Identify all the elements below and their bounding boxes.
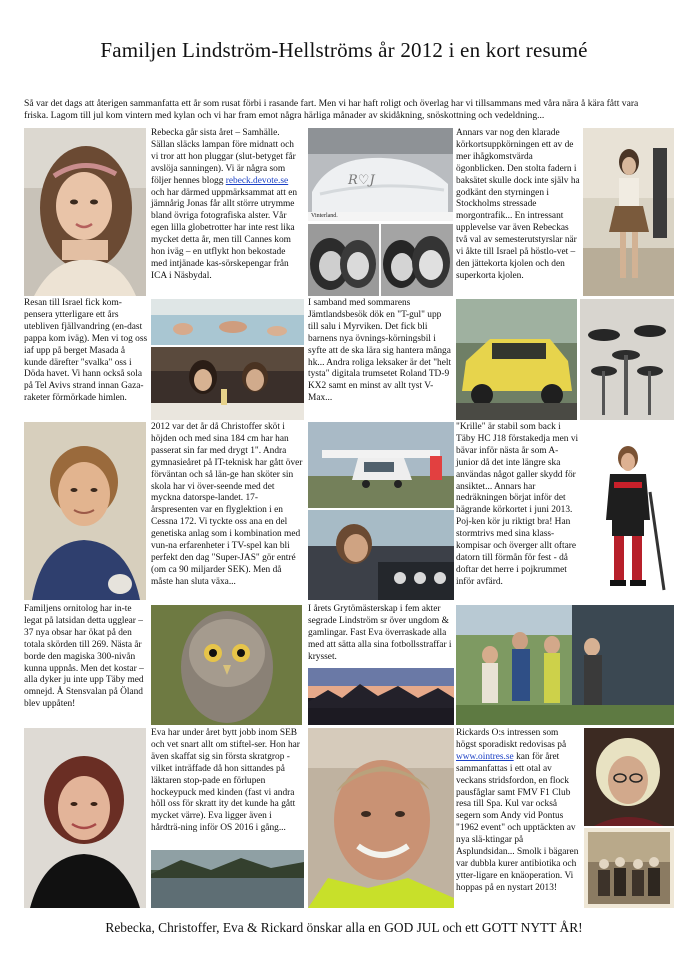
ointres-link[interactable]: www.ointres.se (456, 751, 514, 762)
cockpit-photo (308, 510, 454, 600)
snow-car-photo (308, 128, 453, 222)
grytom-text: I årets Grytömästerskap i fem akter segrade Lindström sr över ungdom & gamlingar. Fast Eva överraskade alla med att sätta alla sina fotbollsstraffar i krysset. (308, 604, 452, 662)
lake-photo (151, 850, 304, 908)
footer-greeting: Rebecka, Christoffer, Eva & Rickard önskar alla en GOD JUL och ett GOTT NYTT ÅR! (105, 920, 583, 935)
rickard-text (456, 728, 580, 895)
israel-text: Resan till Israel fick kom-pensera ytterligare ett års utebliven fjällvandring (en-dast pappa kom iväg). Men vi tog oss iaf upp på berget Masada å kunde därefter "svalka" oss i Döda havet. Vi hann också sola på Tel Avivs strand innan Gaza-raketer förmörkade himlen. (24, 298, 148, 404)
cannes-selfie-1 (308, 224, 379, 296)
yellow-car-photo (456, 299, 577, 420)
korkort-text: Annars var nog den klarade körkortsuppkörningen ett av de mer ihågkomstvärda ögonblicken. Den stolta fadern i baksätet skulle dock inte själv ha godkänt den styrningen i Stockholms stressade morgontrafik... En intressant upplevelse var även Rebeckas två val av semesterutstyrslar när vi åkte till Israel på höstlo-vet – den jättekorta kjolen och den superkorta kjolen. (456, 128, 580, 281)
cessna-photo (308, 422, 454, 508)
rebecka-text (151, 128, 301, 283)
hockey-player-photo (584, 422, 674, 600)
eva-text: Eva har under året bytt jobb inom SEB och vet snart allt om stiftel-ser. Hon har även skaffat sig sin första skratgrop - vilket inträffade då hon sittandes på läktaren stop-pade en förlupen hockeypuck med kinden (fast vi andra höll oss för skratt ity det kunde ha gått mycket värre). Eva ligger även i hårdträ-ning inför OS 2016 i gång... (151, 728, 300, 834)
rebecka-text-a: Rebecka går sista året – Samhälle. Sällan släcks lampan före midnatt och vi tror att hon pluggar (slut-betyget får avslöja sanningen). Vi är några som följer hennes blogg (151, 128, 296, 186)
dead-sea-photo (151, 299, 304, 345)
garden-group-photo (456, 605, 674, 725)
christoffer-portrait (24, 422, 146, 600)
christoffer-text: 2012 var det år då Christoffer sköt i höjden och med sina 184 cm har han passerat sin far med drygt 1". Andra gymnasieåret på IT-teknisk har gått över förväntan och så län-ge han sköter sin skola har vi över-seende med det myckna datorspe-landet. 17-årspresenten var en flyglektion i en Cessna 172. Vi tyckte oss ana en del genetiska anlag som i kombination med vun-na erfarenheter i TV-spel kan bli perfekt den dag "Super-JAS" gör entré (om ca 90 miljarder SEK). Men då måste han sluta växa... (151, 422, 303, 587)
rebecka-portrait (24, 128, 146, 296)
snow-car-caption: Vinterland. (308, 212, 453, 221)
drum-kit-photo (580, 299, 674, 420)
cannes-selfie-2 (381, 224, 453, 296)
sunset-photo (308, 668, 454, 725)
eva-portrait (24, 728, 146, 908)
street-photo (583, 128, 674, 296)
page-title: Familjen Lindström-Hellströms år 2012 i en kort resumé (100, 38, 588, 62)
rebecka-text-b: och har därmed uppmärksammat att en jämnårig Jonas får allt större utrymme bland övriga fotografiska alster. Vår egen lilla globetrotter har inte rest lika mycket detta år, men till Cannes kom hon iväg – en utflykt hon bekostade med intjänade kas-sörskepengar från ICA i Näsbydal. (151, 187, 298, 281)
old-family-photo (584, 828, 674, 908)
rickard-text-b: kan för året sammanfattas i ett otal av veckans stridsfordon, en flock pausfåglar samt FMV F1 Club resa till Spa. Kul var också segern som Andy vid Pontus "1962 event" och upptäckten av nya slä-ktingar på Asplundsidan... Smolk i bägaren var dubbla kurer antibiotika och ytter-ligare en knäoperation. Vi hoppas på en nystart 2013! (456, 751, 579, 893)
owl-photo (151, 605, 302, 725)
rickard-selfie (308, 728, 454, 908)
svg-text:R♡J: R♡J (348, 173, 375, 188)
tgul-text: I samband med sommarens Jämtlandsbesök dök en "T-gul" upp till salu i Myrviken. Det fick bli barnens nya övnings-körningsbil i syfte att de ska lära sig hantera många hk... Andra roliga leksaker är det "helt tysta" digitala trumsetet Roland TD-9 KX2 samt en minst av allt tyst V-Max... (308, 298, 452, 404)
wig-photo (584, 728, 674, 826)
rickard-text-a: Rickards O:s intressen som högst sporadiskt redovisas på (456, 728, 567, 750)
krille-text: "Krille" är stabil som back i Täby HC J18 förstakedja men vi bävar inför nästa år som A-junior då det inte längre ska användas något galler skydd för ansiktet... Annars har nedräkningen börjat inför det hägrande körkortet i juni 2013. Poj-ken kör ju riktigt bra! Han stormtrivs med sina klass-kompisar och överger allt oftare datorn till förmån för fest - då doftar det herre i pojkrummet inför avfärd. (456, 422, 579, 587)
intro-text: Så var det dags att återigen sammanfatta ett år som rusat förbi i rasande fart. Men vi har haft roligt och överlag har vi tillsammans med våra nära å kära fått vara friska. Lagom till jul kom vintern med kylan och vi har fram emot några härliga månader av skidåkning, snöskottning och vedeldning... (24, 98, 639, 121)
ornitolog-text: Familjens ornitolog har in-te legat på latsidan detta ugglear – 37 nya obsar har ökat på den totala skörden till 269. Nästa år borde den magiska 300-nivån kunna uppnås. Men det kostar – alla dyker ju inte upp Täby med omnejd. Å Stensvalan på Öland blev uppåten! (24, 604, 144, 710)
restaurant-photo (151, 347, 304, 420)
rebecka-blog-link[interactable]: rebeck.devote.se (225, 175, 289, 186)
